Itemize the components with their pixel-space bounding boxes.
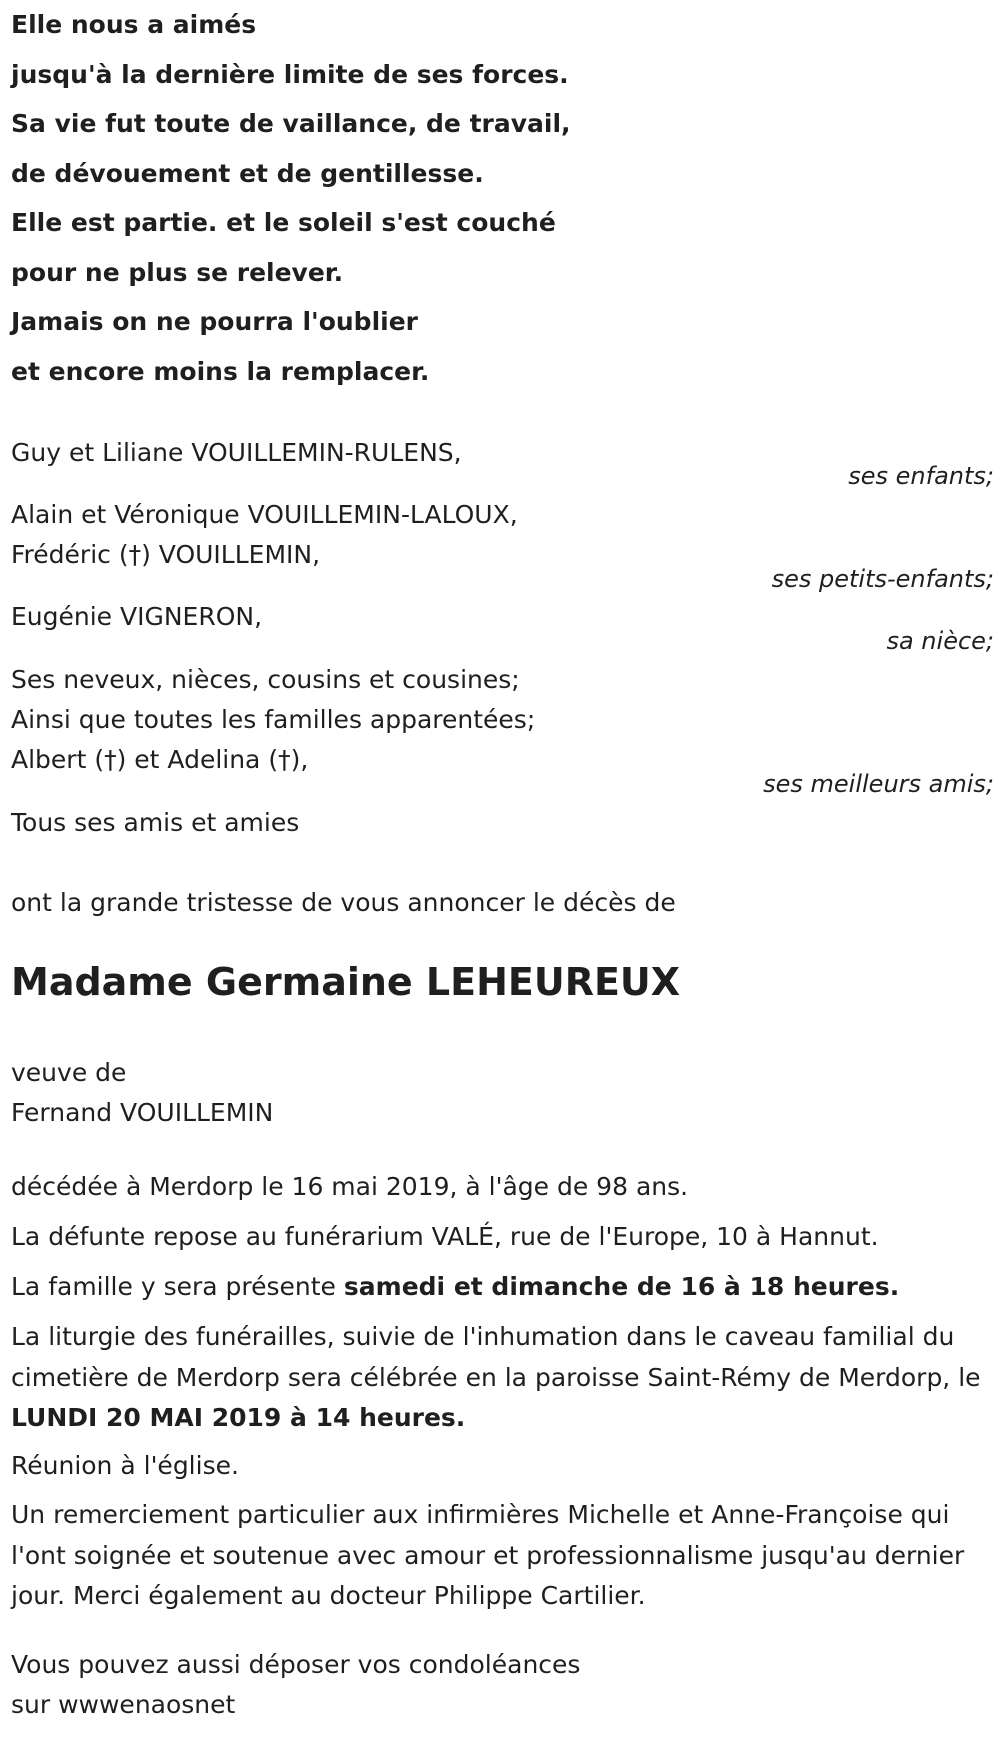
family-families: Ainsi que toutes les familles apparentées; (11, 705, 536, 734)
family-presence (11, 1267, 991, 1308)
thanks-note: Un remerciement particulier aux infirmières Michelle et Anne-Françoise qui l'ont soignée et soutenue avec amour et professionnalisme jusqu'au dernier jour. Merci également au docteur Philippe Cartilier. (11, 1500, 965, 1610)
condolences-website: sur wwwenaosnet (11, 1690, 236, 1719)
poem-line: Jamais on ne pourra l'oublier (11, 307, 418, 336)
deceased-name: Madame Germaine LEHEUREUX (11, 960, 681, 1004)
relation-children: ses enfants; (848, 462, 994, 490)
family-children: Guy et Liliane VOUILLEMIN-RULENS, (11, 438, 462, 467)
relation-grandchildren: ses petits-enfants; (771, 565, 994, 593)
meeting-note: Réunion à l'église. (11, 1451, 239, 1480)
widow-of-name: Fernand VOUILLEMIN (11, 1098, 274, 1127)
poem-line: et encore moins la remplacer. (11, 356, 430, 386)
liturgy-text: La liturgie des funérailles, suivie de l'inhumation dans le caveau familial du cimetière de Merdorp sera célébrée en la paroisse Saint-Rémy de Merdorp, le (11, 1322, 981, 1392)
poem (11, 0, 811, 396)
poem-line: Elle est partie. et le soleil s'est couché (11, 208, 556, 237)
poem-line: pour ne plus se relever. (11, 257, 344, 287)
poem-line: Sa vie fut toute de vaillance, de travail, (11, 109, 571, 138)
family-niece: Eugénie VIGNERON, (11, 602, 263, 631)
liturgy-date: LUNDI 20 MAI 2019 à 14 heures. (11, 1403, 466, 1432)
family-relatives: Ses neveux, nièces, cousins et cousines; (11, 665, 520, 694)
relation-niece: sa nièce; (886, 627, 994, 655)
widow-of-label: veuve de (11, 1058, 127, 1087)
condolences-line: Vous pouvez aussi déposer vos condoléances (11, 1650, 581, 1679)
family-grandchild: Frédéric (†) VOUILLEMIN, (11, 540, 321, 569)
relation-friends: ses meilleurs amis; (763, 770, 994, 798)
family-all-friends: Tous ses amis et amies (11, 808, 300, 837)
rest-location: La défunte repose au funérarium VALÉ, rue de l'Europe, 10 à Hannut. (11, 1222, 879, 1251)
death-details: décédée à Merdorp le 16 mai 2019, à l'âge de 98 ans. (11, 1172, 689, 1201)
family-grandchild: Alain et Véronique VOUILLEMIN-LALOUX, (11, 500, 518, 529)
announcement: ont la grande tristesse de vous annoncer le décès de (11, 888, 676, 917)
presence-times: samedi et dimanche de 16 à 18 heures. (343, 1272, 900, 1301)
poem-line: de dévouement et de gentillesse. (11, 158, 484, 188)
poem-line: Elle nous a aimés (11, 10, 257, 39)
family-friends: Albert (†) et Adelina (†), (11, 745, 309, 774)
presence-text: La famille y sera présente (11, 1272, 344, 1301)
poem-line: jusqu'à la dernière limite de ses forces. (11, 59, 569, 89)
liturgy-details (11, 1317, 991, 1439)
